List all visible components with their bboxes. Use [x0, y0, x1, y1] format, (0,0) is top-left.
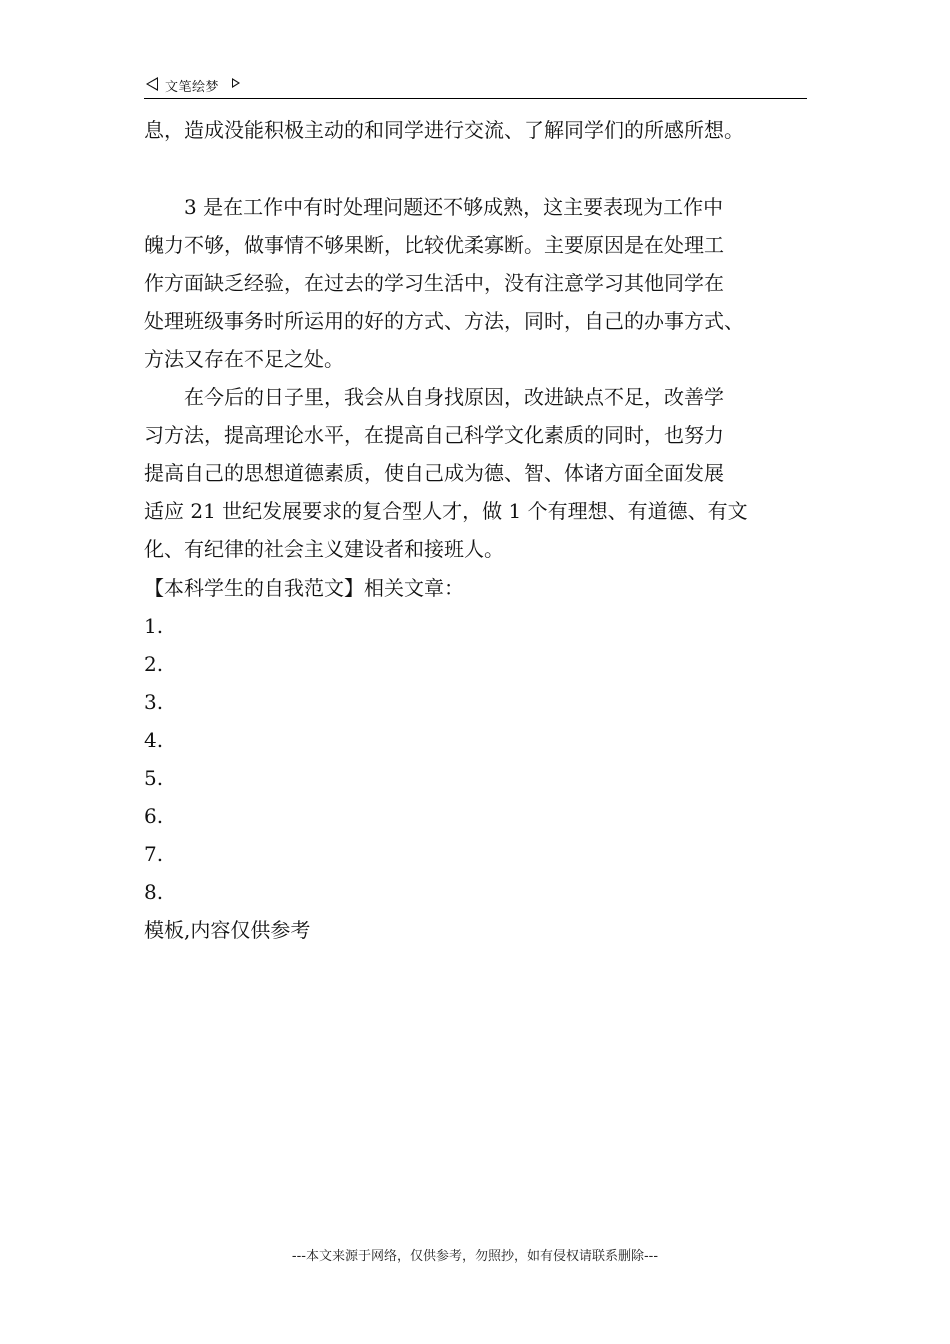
related-list-item[interactable]: 4. [144, 728, 164, 752]
paragraph-line: 方法又存在不足之处。 [144, 347, 344, 371]
related-list-item[interactable]: 8. [144, 880, 164, 904]
page-footer: ---本文来源于网络，仅供参考，勿照抄，如有侵权请联系删除--- [291, 1249, 659, 1264]
paragraph-line: 处理班级事务时所运用的好的方式、方法，同时，自己的办事方式、 [144, 309, 744, 333]
related-list-item[interactable]: 1. [144, 614, 164, 638]
paragraph-line: 适应 21 世纪发展要求的复合型人才，做 1 个有理想、有道德、有文 [144, 499, 748, 523]
header-title: 文笔绘梦 [165, 80, 220, 95]
page-header [144, 74, 807, 99]
paragraph-line: 习方法，提高理论水平，在提高自己科学文化素质的同时，也努力 [144, 423, 724, 447]
paragraph-line: 3 是在工作中有时处理问题还不够成熟，这主要表现为工作中 [144, 195, 724, 219]
right-triangle-icon [232, 78, 240, 88]
paragraph-line: 魄力不够，做事情不够果断，比较优柔寡断。主要原因是在处理工 [144, 233, 724, 257]
template-note: 模板,内容仅供参考 [144, 918, 311, 942]
paragraph-line: 在今后的日子里，我会从自身找原因，改进缺点不足，改善学 [144, 385, 724, 409]
left-triangle-icon [146, 77, 158, 91]
paragraph-line: 作方面缺乏经验，在过去的学习生活中，没有注意学习其他同学在 [144, 271, 724, 295]
related-list-item[interactable]: 7. [144, 842, 164, 866]
paragraph-line: 提高自己的思想道德素质，使自己成为德、智、体诸方面全面发展 [144, 461, 724, 485]
paragraph-line: 息，造成没能积极主动的和同学进行交流、了解同学们的所感所想。 [144, 118, 744, 142]
related-list-item[interactable]: 3. [144, 690, 164, 714]
related-list-item[interactable]: 5. [144, 766, 164, 790]
related-list-item[interactable]: 2. [144, 652, 164, 676]
related-list-item[interactable]: 6. [144, 804, 164, 828]
paragraph-line: 化、有纪律的社会主义建设者和接班人。 [144, 537, 504, 561]
related-heading: 【本科学生的自我范文】相关文章： [144, 576, 464, 600]
